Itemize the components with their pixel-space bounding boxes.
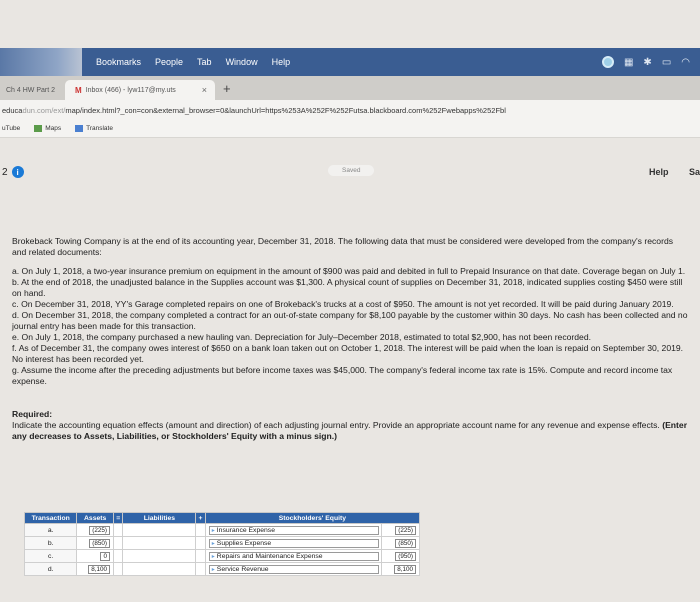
close-tab-icon[interactable]: ×	[201, 85, 208, 95]
bookmark-translate-label: Translate	[86, 125, 113, 133]
system-tray	[602, 56, 700, 68]
bookmark-maps[interactable]	[34, 125, 61, 132]
wifi-icon[interactable]: ◠	[681, 56, 690, 68]
menu-tab[interactable]: Tab	[197, 57, 212, 67]
header-transaction: Transaction	[25, 513, 77, 524]
translate-icon	[75, 125, 83, 132]
item-e: e. On July 1, 2018, the company purchased a new hauling van. Depreciation for July–December 2018, estimated to total $2,900, has not been recorded.	[12, 332, 592, 342]
maps-icon	[34, 125, 42, 132]
blurred-region	[0, 48, 82, 76]
problem-items	[12, 266, 688, 387]
menu-bookmarks[interactable]: Bookmarks	[96, 57, 142, 67]
equation-effects-table	[24, 512, 420, 576]
url-prefix: educa	[2, 105, 23, 115]
item-b: b. At the end of 2018, the unadjusted balance in the Supplies account was $1,300. A physical count of supplies on December 31, 2018, indicated supplies costing $450 were still on hand.	[12, 277, 683, 298]
assets-value[interactable]: 8,100	[88, 565, 110, 574]
table-header-row	[25, 513, 420, 524]
tab-inbox-label: Inbox (466) - lyw117@my.uts	[85, 86, 176, 94]
header-equals: =	[113, 513, 122, 524]
bookmark-translate[interactable]	[75, 125, 113, 132]
url-rest: map/index.html?_con=con&external_browser=0&launchUrl=https%253A%252F%252Futsa.blackboard.com%252Fwebapps%252Fbl	[65, 105, 506, 115]
assets-input[interactable]	[77, 524, 114, 537]
os-menu-bar	[0, 48, 700, 76]
address-bar[interactable]	[0, 100, 700, 120]
spacer-cell	[113, 550, 122, 563]
gmail-icon: M	[75, 85, 82, 95]
assets-input[interactable]	[77, 550, 114, 563]
transaction-cell: b.	[25, 537, 77, 550]
dropdown-caret-icon: ▸	[211, 527, 215, 534]
problem-intro: Brokeback Towing Company is at the end of its accounting year, December 31, 2018. The following data that must be considered were developed from the company's records and related documents:	[12, 236, 674, 257]
table-row	[25, 550, 420, 563]
required-text-body: Indicate the accounting equation effects (amount and direction) of each adjusting journal entry. Provide an appropriate account name for any revenue and expense effects.	[12, 420, 660, 430]
spacer-cell	[113, 537, 122, 550]
header-equity: Stockholders' Equity	[205, 513, 419, 524]
account-value: Supplies Expense	[216, 539, 272, 547]
assets-value[interactable]: 0	[100, 552, 110, 561]
item-a: a. On July 1, 2018, a two-year insurance premium on equipment in the amount of $900 was paid and debited in full to Prepaid Insurance on that date. Coverage began on July 1.	[12, 266, 686, 276]
new-tab-button[interactable]: +	[223, 81, 231, 96]
equity-input[interactable]	[381, 537, 419, 550]
bookmarks-bar	[0, 120, 700, 138]
table-row	[25, 524, 420, 537]
equity-value[interactable]: (225)	[395, 526, 416, 535]
header-liabilities: Liabilities	[123, 513, 196, 524]
transaction-cell: a.	[25, 524, 77, 537]
required-text-bold: (Enter any decreases to Assets, Liabilities, or Stockholders' Equity with a minus sign.)	[12, 420, 688, 441]
liabilities-input[interactable]	[123, 537, 196, 550]
bluetooth-icon[interactable]: ✱	[643, 56, 652, 68]
table-row	[25, 537, 420, 550]
battery-icon[interactable]: ▭	[661, 56, 672, 68]
dropdown-caret-icon: ▸	[211, 566, 215, 573]
assets-input[interactable]	[77, 537, 114, 550]
header-assets: Assets	[77, 513, 114, 524]
transaction-cell: c.	[25, 550, 77, 563]
item-f: f. As of December 31, the company owes interest of $650 on a bank loan taken out on October 1, 2018. The interest will be paid when the loan is repaid on September 30, 2019. No interest has been recorded yet.	[12, 343, 684, 364]
assets-value[interactable]: (225)	[89, 526, 110, 535]
spacer-cell	[113, 563, 122, 576]
spacer-cell	[196, 563, 205, 576]
saved-status: Saved	[328, 165, 374, 176]
bookmark-youtube[interactable]: uTube	[2, 125, 21, 132]
account-value: Service Revenue	[216, 565, 269, 573]
equity-value[interactable]: 8,100	[394, 565, 416, 574]
required-text	[12, 420, 688, 442]
problem-content	[12, 236, 688, 442]
dropdown-caret-icon: ▸	[211, 540, 215, 547]
account-select[interactable]	[205, 563, 381, 576]
menu-people[interactable]: People	[155, 57, 184, 67]
question-number: 2	[2, 166, 8, 178]
grid-icon[interactable]: ▦	[623, 56, 634, 68]
equity-input[interactable]	[381, 563, 419, 576]
liabilities-input[interactable]	[123, 550, 196, 563]
account-value: Insurance Expense	[216, 526, 275, 534]
bookmark-maps-label: Maps	[45, 125, 62, 133]
item-c: c. On December 31, 2018, YY's Garage completed repairs on one of Brokeback's trucks at a cost of $950. The amount is not yet recorded. It will be paid during January 2019.	[12, 299, 674, 309]
spacer-cell	[196, 524, 205, 537]
spacer-cell	[196, 550, 205, 563]
table-row	[25, 563, 420, 576]
browser-tab-strip	[0, 76, 700, 100]
account-select[interactable]	[205, 524, 381, 537]
liabilities-input[interactable]	[123, 563, 196, 576]
menu-window[interactable]: Window	[225, 57, 258, 67]
liabilities-input[interactable]	[123, 524, 196, 537]
save-button[interactable]: Sa	[689, 167, 700, 177]
help-button[interactable]: Help	[649, 167, 669, 177]
item-g: g. Assume the income after the preceding adjustments but before income taxes was $45,000. The company's federal income tax rate is 15%. Compute and record income tax expense.	[12, 365, 673, 386]
tab-ch4-hw[interactable]: Ch 4 HW Part 2	[6, 87, 56, 94]
equity-input[interactable]	[381, 524, 419, 537]
dropdown-caret-icon: ▸	[211, 553, 215, 560]
tab-inbox[interactable]	[65, 80, 215, 100]
status-icon[interactable]	[602, 56, 614, 68]
transaction-cell: d.	[25, 563, 77, 576]
assignment-header	[0, 158, 700, 186]
spacer-cell	[196, 537, 205, 550]
assets-value[interactable]: (850)	[89, 539, 110, 548]
account-value: Repairs and Maintenance Expense	[216, 552, 323, 560]
url-faded: dun.com/ext/	[22, 105, 66, 115]
required-label: Required:	[12, 409, 53, 419]
header-plus: +	[196, 513, 205, 524]
equity-value[interactable]: (950)	[395, 552, 416, 561]
equity-input[interactable]	[381, 550, 419, 563]
spacer-cell	[113, 524, 122, 537]
account-select[interactable]	[205, 550, 381, 563]
required-section	[12, 409, 688, 442]
menu-help[interactable]: Help	[271, 57, 291, 67]
account-select[interactable]	[205, 537, 381, 550]
item-d: d. On December 31, 2018, the company completed a contract for an out-of-state company for $8,100 payable by the customer within 30 days. No cash has been collected and no journal entry has been made for this transaction.	[12, 310, 688, 331]
assets-input[interactable]	[77, 563, 114, 576]
info-icon[interactable]: i	[12, 166, 24, 178]
equity-value[interactable]: (850)	[395, 539, 416, 548]
